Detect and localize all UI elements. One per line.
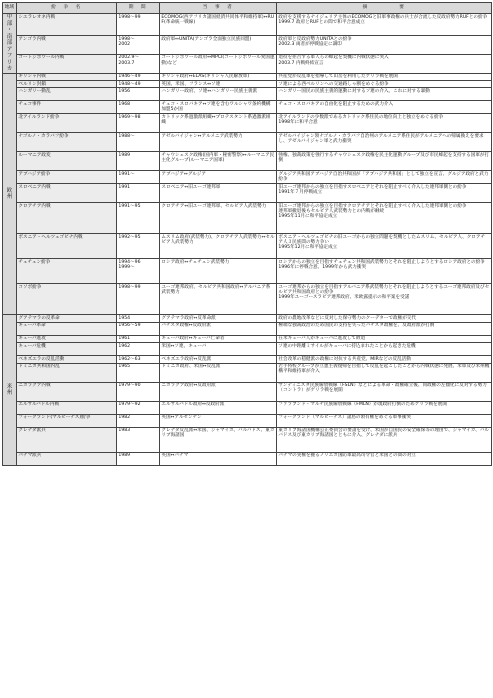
summary-cell: チェコ・スロバキアの自由化を阻止するための武力介入 bbox=[277, 101, 492, 114]
period-cell: 1979〜90 bbox=[117, 382, 160, 401]
parties-cell: 政府軍↔UNITA(アンゴラ全面独立民族同盟) bbox=[160, 35, 277, 54]
parties-cell: ユーゴ連邦政府、セルビア共和国政府↔アルバニア系武装勢力 bbox=[160, 284, 277, 315]
conflict-table bbox=[2, 2, 492, 466]
table-row bbox=[3, 152, 492, 171]
conflict-name-cell: ナゴルノ・カラバフ紛争 bbox=[17, 133, 117, 152]
table-row bbox=[3, 363, 492, 382]
parties-cell: バチスタ政権↔反政府派 bbox=[160, 322, 277, 335]
conflict-name-cell: エルサルバドル内戦 bbox=[17, 401, 117, 414]
parties-cell: ロシア政府↔チェチェン武装勢力 bbox=[160, 259, 277, 284]
summary-cell: 在米キューバ人がキューバに進攻して敗退 bbox=[277, 335, 492, 342]
period-cell: 2002.9〜 2003.7 bbox=[117, 54, 160, 73]
summary-cell: 共産党が反乱軍を指導して山岳を利用したゲリラ戦を展開 bbox=[277, 73, 492, 80]
table-row bbox=[3, 184, 492, 203]
period-cell: 1962〜63 bbox=[117, 356, 160, 363]
summary-cell: 東カリブ海諸国機構公正委員会の要請を受け、米国が自国民の安全確保等の理由で、ジャマイカ、バルバドス及び東カリブ海諸国とともに介入、グレナダに派兵 bbox=[277, 427, 492, 452]
table-row bbox=[3, 88, 492, 101]
table-row bbox=[3, 14, 492, 36]
summary-cell: 北アイルランドの少数派であるカトリック系住民の地位向上と独立をめぐる紛争 1998年に和平合意 bbox=[277, 114, 492, 133]
summary-cell: 政府軍と反政府勢力UNITAとの紛争 2002.3 両者が停戦協定に調印 bbox=[277, 35, 492, 54]
summary-cell: 社会改革の穏健派の政権に対抗する共産党、MIRなどの反乱活動 bbox=[277, 356, 492, 363]
period-cell: 1968 bbox=[117, 101, 160, 114]
table-row bbox=[3, 414, 492, 427]
conflict-name-cell: ギリシャ内戦 bbox=[17, 73, 117, 80]
period-cell: 1989 bbox=[117, 452, 160, 465]
conflict-name-cell: スロベニア内戦 bbox=[17, 184, 117, 203]
table-row bbox=[3, 427, 492, 452]
conflict-name-cell: クロアチア内戦 bbox=[17, 203, 117, 234]
conflict-name-cell: ハンガリー動乱 bbox=[17, 88, 117, 101]
table-row bbox=[3, 35, 492, 54]
conflict-name-cell: ベネズエラの反乱活動 bbox=[17, 356, 117, 363]
summary-cell: ユーゴ連邦からの独立を目指すアルバニア系武装勢力とそれを阻止しようとするユーゴ連邦政府及びセルビア共和国政府との紛争 1999年ユーゴースラビア連邦政府、米欧露提示の和平案を受諾 bbox=[277, 284, 492, 315]
parties-cell: ニカラグア政府↔反政府派 bbox=[160, 382, 277, 401]
parties-cell: エルサルバドル政府↔反政府派 bbox=[160, 401, 277, 414]
conflict-name-cell: ベルリン封鎖 bbox=[17, 81, 117, 88]
header-summary: 摘 要 bbox=[277, 3, 492, 14]
period-cell: 1991〜95 bbox=[117, 203, 160, 234]
conflict-name-cell: グレナダ派兵 bbox=[17, 427, 117, 452]
table-row bbox=[3, 234, 492, 259]
parties-cell: チェコ・スロバキア↔ソ連を含むワルシャワ条約機構加盟5か国 bbox=[160, 101, 277, 114]
table-row bbox=[3, 322, 492, 335]
summary-cell: 旧ユーゴ連邦からの独立を目指すスロベニアとそれを阻止すべく介入した連邦軍側との紛争 1991年７月停戦成立 bbox=[277, 184, 492, 203]
summary-cell: アゼルバイジャン領ナゴルノ・カラバフ自治州のアルメニア系住民がアルメニアへの帰属換えを要求し、アゼルバイジャン軍と武力衝突 bbox=[277, 133, 492, 152]
conflict-name-cell: パナマ派兵 bbox=[17, 452, 117, 465]
period-cell: 1969〜98 bbox=[117, 114, 160, 133]
period-cell: 1991〜 bbox=[117, 171, 160, 184]
parties-cell: 英国↔パナマ bbox=[160, 452, 277, 465]
conflict-name-cell: チェコ事件 bbox=[17, 101, 117, 114]
table-body bbox=[3, 14, 492, 465]
conflict-name-cell: フォークランド(マルビーナス)紛争 bbox=[17, 414, 117, 427]
table-row bbox=[3, 171, 492, 184]
conflict-name-cell: グアテマラの反革命 bbox=[17, 315, 117, 322]
period-cell: 1998〜 2002 bbox=[117, 35, 160, 54]
table-row bbox=[3, 73, 492, 80]
summary-cell: ハンガリー国民の民族主義的運動に対するソ連の介入、これに対する暴動 bbox=[277, 88, 492, 101]
summary-cell: 退役を拒否する軍人らの蜂起を契機に内戦状態に突入 2003.7 内戦終結宣言 bbox=[277, 54, 492, 73]
table-row bbox=[3, 315, 492, 322]
table-row bbox=[3, 452, 492, 465]
period-cell: 1961 bbox=[117, 335, 160, 342]
summary-cell: 政府の農地改革などに反対した保守勢力のクーデターで政権が交代 bbox=[277, 315, 492, 322]
summary-cell: 旧ユーゴ連邦からの独立を目指すクロアチアとそれを阻止すべく介入した連邦軍側との紛争 連邦軍撤退後もセルビア人武装勢力との内戦が継続 1995年11月に和平協定成立 bbox=[277, 203, 492, 234]
period-cell: 1956 bbox=[117, 88, 160, 101]
summary-cell: ソ連の中距離ミサイルがキューバに持込まれたことから起きた危機 bbox=[277, 343, 492, 356]
summary-cell: 極端な独裁政治のため国民の支持を失ったバチスタ政権を、反政府派が打倒 bbox=[277, 322, 492, 335]
parties-cell: グレナダ反乱派↔米国、ジャマイカ、バルバドス、東カリブ海諸国 bbox=[160, 427, 277, 452]
table-row bbox=[3, 356, 492, 363]
conflict-name-cell: ニカラグア内戦 bbox=[17, 382, 117, 401]
summary-cell: 政府を支援するナイジェリア主体のECOMOGと旧軍事政権の兵士が合流した反政府勢力RUFとの紛争 1999.7 政府とRUFとの間で和平合意成立 bbox=[277, 14, 492, 36]
summary-cell: ロシアからの独立を目指すチェチェン共和国武装勢力とそれを阻止しようとするロシア政府との紛争 1996年に停戦合意、1999年から武力衝突 bbox=[277, 259, 492, 284]
conflict-name-cell: アブハジア紛争 bbox=[17, 171, 117, 184]
header-parties: 当 事 者 bbox=[160, 3, 277, 14]
table-header-row bbox=[3, 3, 492, 14]
table-row bbox=[3, 284, 492, 315]
table-row bbox=[3, 101, 492, 114]
parties-cell: クロアチア↔旧ユーゴ連邦軍、セルビア人武装勢力 bbox=[160, 203, 277, 234]
parties-cell: カトリック系過激派組織↔プロテスタント系過激派組織 bbox=[160, 114, 277, 133]
table-row bbox=[3, 133, 492, 152]
parties-cell: ベネズエラ政府↔反乱派 bbox=[160, 356, 277, 363]
conflict-name-cell: コートジボワール内戦 bbox=[17, 54, 117, 73]
region-cell: 欧 州 bbox=[3, 73, 17, 315]
table-row bbox=[3, 382, 492, 401]
summary-cell: ファラブンド・マルチ民族解放戦線（FMLN）が現政府打倒のためゲリラ戦を展開 bbox=[277, 401, 492, 414]
period-cell: 1948〜49 bbox=[117, 81, 160, 88]
summary-cell: パナマの実権を握るノリエガ国防軍最高司令官と米国との間の対立 bbox=[277, 452, 492, 465]
parties-cell: アブハジア↔グルジア bbox=[160, 171, 277, 184]
parties-cell: 英国、米国、フランス↔ソ連 bbox=[160, 81, 277, 88]
table-row bbox=[3, 203, 492, 234]
summary-cell: サンディニスタ民族解放戦線（FSLN）などによる革命・政権確立後、同政権の左傾化に反対する勢力（コントラ）がゲリラ戦を展開 bbox=[277, 382, 492, 401]
period-cell: 1982 bbox=[117, 414, 160, 427]
header-period: 期 間 bbox=[117, 3, 160, 14]
conflict-name-cell: アンゴラ内戦 bbox=[17, 35, 117, 54]
parties-cell: ドミニカ政府、米国↔反乱派 bbox=[160, 363, 277, 382]
table-row bbox=[3, 259, 492, 284]
conflict-name-cell: シエラレオネ内戦 bbox=[17, 14, 117, 36]
parties-cell: コートジボワール政府↔MPCI(コートジボワール愛国運動)など bbox=[160, 54, 277, 73]
period-cell: 1988〜 bbox=[117, 133, 160, 152]
period-cell: 1998〜99 bbox=[117, 284, 160, 315]
period-cell: 1979〜92 bbox=[117, 401, 160, 414]
summary-cell: ボスニア・ヘルツェゴビナの旧ユーゴからの独立問題を契機としたムスリム、セルビア人、クロアチア人３民族間の勢力争い 1995年12月に和平協定成立 bbox=[277, 234, 492, 259]
table-row bbox=[3, 81, 492, 88]
period-cell: 1994〜96 1999〜 bbox=[117, 259, 160, 284]
parties-cell: 英国↔アルゼンチン bbox=[160, 414, 277, 427]
period-cell: 1989 bbox=[117, 152, 160, 171]
period-cell: 1998〜99 bbox=[117, 14, 160, 36]
period-cell: 1983 bbox=[117, 427, 160, 452]
parties-cell: グアテマラ政府↔反革命派 bbox=[160, 315, 277, 322]
period-cell: 1965 bbox=[117, 363, 160, 382]
summary-cell: 若手将校グループが立憲主義復帰を目指して反乱を起こしたことから内戦状態に発展、米軍及び米州機構平和維持軍が介入 bbox=[277, 363, 492, 382]
parties-cell: キューバ政府↔キューバ亡命者 bbox=[160, 335, 277, 342]
table-row bbox=[3, 114, 492, 133]
conflict-name-cell: チェチェン紛争 bbox=[17, 259, 117, 284]
period-cell: 1954 bbox=[117, 315, 160, 322]
period-cell: 1946〜49 bbox=[117, 73, 160, 80]
conflict-name-cell: ドミニカ共和国内乱 bbox=[17, 363, 117, 382]
period-cell: 1962 bbox=[117, 343, 160, 356]
period-cell: 1956〜59 bbox=[117, 322, 160, 335]
conflict-name-cell: コソボ紛争 bbox=[17, 284, 117, 315]
region-cell: 米 州 bbox=[3, 315, 17, 465]
parties-cell: アゼルバイジャン↔アルメニア武装勢力 bbox=[160, 133, 277, 152]
conflict-name-cell: 北アイルランド紛争 bbox=[17, 114, 117, 133]
conflict-name-cell: キューバ危機 bbox=[17, 343, 117, 356]
conflict-name-cell: キューバ進攻 bbox=[17, 335, 117, 342]
header-conflict: 紛 争 名 bbox=[17, 3, 117, 14]
header-region: 地域 bbox=[3, 3, 17, 14]
period-cell: 1992〜95 bbox=[117, 234, 160, 259]
table-row bbox=[3, 54, 492, 73]
summary-cell: フォークランド（マルビーナス）諸島の領有権をめぐる軍事衝突 bbox=[277, 414, 492, 427]
parties-cell: スロベニア↔旧ユーゴ連邦軍 bbox=[160, 184, 277, 203]
table-row bbox=[3, 335, 492, 342]
summary-cell: 強権、独裁政策を強行するチャウシェスク政権を民主化運動グループ及び市民蜂起を支持する国軍が打倒 bbox=[277, 152, 492, 171]
table-row bbox=[3, 401, 492, 414]
period-cell: 1991 bbox=[117, 184, 160, 203]
parties-cell: ムスリム政府(武装勢力)、クロアチア人武装勢力↔セルビア人武装勢力 bbox=[160, 234, 277, 259]
table-row bbox=[3, 343, 492, 356]
parties-cell: ハンガリー政府、ソ連↔ハンガリー民族主義派 bbox=[160, 88, 277, 101]
parties-cell: 米国↔ソ連、キューバ bbox=[160, 343, 277, 356]
summary-cell: グルジア共和国アブハジア自治共和国が「アブハジア共和国」として独立を宣言、グルジア政府と武力紛争 bbox=[277, 171, 492, 184]
summary-cell: ソ連による西ベルリンへの交通路しゃ断をめぐる紛争 bbox=[277, 81, 492, 88]
conflict-name-cell: ボスニア・ヘルツェゴビナ内戦 bbox=[17, 234, 117, 259]
parties-cell: ギリシャ政府↔ELAS(ギリシャ人民解放軍) bbox=[160, 73, 277, 80]
conflict-name-cell: ルーマニア政変 bbox=[17, 152, 117, 171]
region-cell: 中 部 ・ 南 部 ア フ リ カ bbox=[3, 14, 17, 74]
parties-cell: チャウシェスク政権(国内軍・秘密警察)↔ルーマニア民主化グループ(ルーマニア国軍) bbox=[160, 152, 277, 171]
parties-cell: ECOMOG(西アフリカ諸国経済共同体平和維持軍)↔RUF(革命統一戦線) bbox=[160, 14, 277, 36]
conflict-name-cell: キューバ革命 bbox=[17, 322, 117, 335]
